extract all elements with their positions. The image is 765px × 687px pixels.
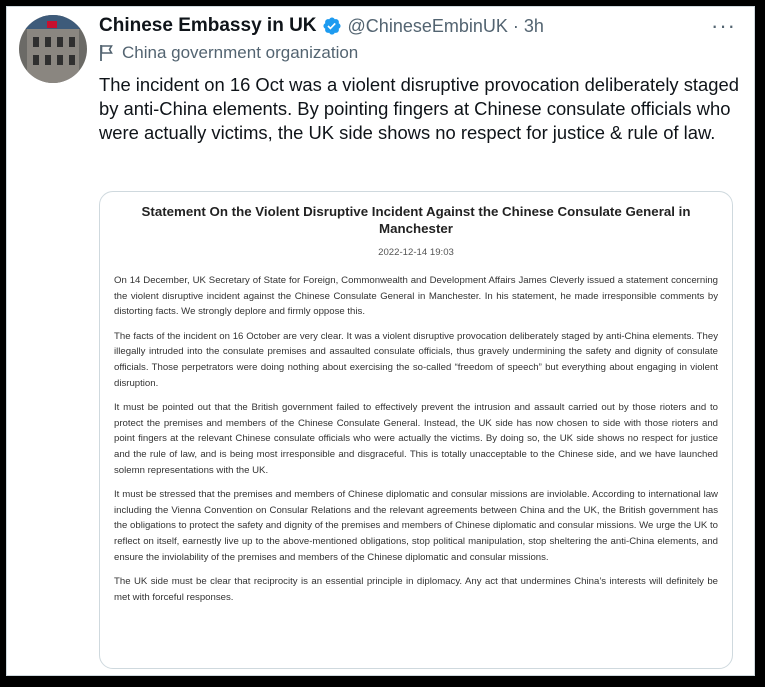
more-dots-icon[interactable]: ··· xyxy=(711,13,736,38)
statement-paragraph: The facts of the incident on 16 October are very clear. It was a violent disruptive provocation deliberately staged by anti-China elements. They illegally intruded into the consulate premises and assaulted consulate officials, thus gravely undermining the safety and dignity of consulate officials. Those perpetrators were doing nothing about exercising the so-called “freedom of speech” but everything about engaging in violent disruption. xyxy=(114,330,718,389)
government-label-text: China government organization xyxy=(122,43,359,62)
tweet xyxy=(6,6,755,676)
tweet-header xyxy=(99,13,544,39)
author-name[interactable]: Chinese Embassy in UK xyxy=(99,15,317,36)
government-label[interactable] xyxy=(99,43,358,63)
statement-date: 2022-12-14 19:03 xyxy=(378,247,454,258)
flag-icon xyxy=(99,44,115,62)
statement-paragraph: It must be stressed that the premises and members of Chinese diplomatic and consular missions are inviolable. According to international law including the Vienna Convention on Consular Relations and the relevant agreements between China and the UK, the British government has the obligations to protect the safety and dignity of the premises and members of Chinese diplomatic and consular missions. We urge the UK to reflect on itself, earnestly live up to the above-mentioned obligations, stop political manipulation, stop sheltering the anti-China elements, and ensure the inviolability of the premises and members of the Chinese diplomatic and consular missions. xyxy=(114,489,718,563)
tweet-text: The incident on 16 Oct was a violent disruptive provocation deliberately staged by anti-China elements. By pointing fingers at Chinese consulate officials who were actually victims, the UK side shows no respect for justice & rule of law. xyxy=(99,74,739,144)
author-handle[interactable]: @ChineseEmbinUK · 3h xyxy=(347,15,544,36)
statement-paragraph: The UK side must be clear that reciprocity is an essential principle in diplomacy. Any act that undermines China’s interests will definitely be met with forceful responses. xyxy=(114,576,718,603)
statement-title: Statement On the Violent Disruptive Incident Against the Chinese Consulate General in Manchester xyxy=(141,204,691,236)
verified-badge-icon xyxy=(322,16,342,36)
statement-card[interactable] xyxy=(99,191,733,669)
statement-body xyxy=(114,273,718,614)
statement-paragraph: It must be pointed out that the British government failed to effectively prevent the intrusion and assault carried out by those rioters and to protect the premises and members of the Chinese Consulate General. Instead, the UK side has now chosen to side with those rioters and point fingers at the relevant Chinese consulate officials who were actually the victims. By doing so, the UK side shows no respect for justice and the rule of law, and is being most irresponsible and disgraceful. This is totally unacceptable to the Chinese side, and we have launched solemn representations with the UK. xyxy=(114,402,718,476)
avatar[interactable] xyxy=(19,15,87,83)
statement-paragraph: On 14 December, UK Secretary of State for Foreign, Commonwealth and Development Affairs James Cleverly issued a statement concerning the violent disruptive incident against the Chinese Consulate General in Manchester. In his statement, he made irresponsible comments by distorting facts. We strongly deplore and firmly oppose this. xyxy=(114,275,718,318)
